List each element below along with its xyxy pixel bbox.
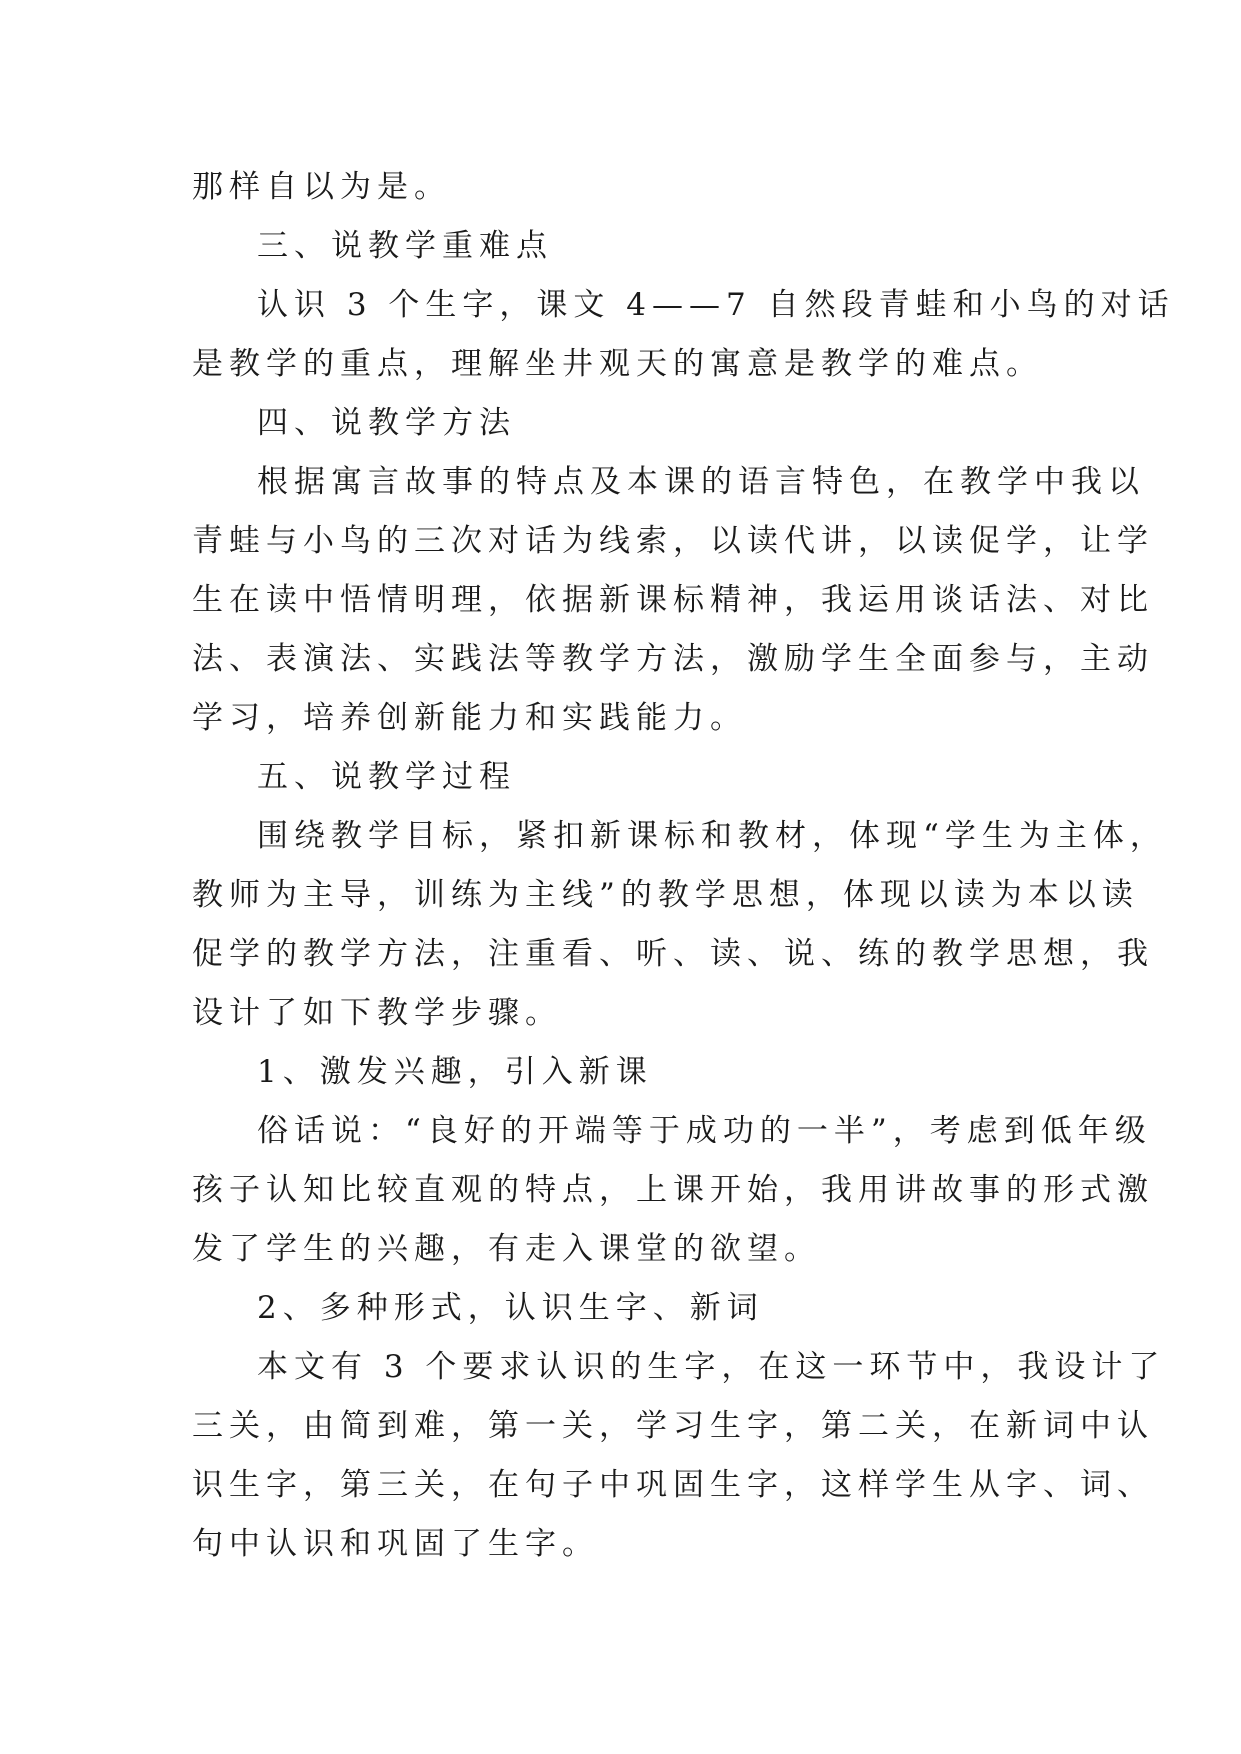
section-heading: 四、说教学方法 [257,405,516,441]
paragraph-line: 围绕教学目标，紧扣新课标和教材，体现“学生为主体， [257,818,1167,854]
paragraph-line: 那样自以为是。 [192,169,451,205]
paragraph-line: 是教学的重点，理解坐井观天的寓意是教学的难点。 [192,346,1043,382]
paragraph-line: 三关，由简到难，第一关，学习生字，第二关，在新词中认 [192,1408,1154,1444]
paragraph-line: 认识 3 个生字，课文 4——7 自然段青蛙和小鸟的对话 [257,287,1175,323]
section-heading: 五、说教学过程 [257,759,516,795]
document-body [192,158,1175,1574]
paragraph-line: 根据寓言故事的特点及本课的语言特色，在教学中我以 [257,464,1145,500]
section-heading: 三、说教学重难点 [257,228,553,264]
paragraph-line: 孩子认知比较直观的特点，上课开始，我用讲故事的形式激 [192,1172,1154,1208]
paragraph-line: 本文有 3 个要求认识的生字，在这一环节中，我设计了 [257,1349,1166,1385]
paragraph-line: 学习，培养创新能力和实践能力。 [192,700,747,736]
paragraph-line: 生在读中悟情明理，依据新课标精神，我运用谈话法、对比 [192,582,1154,618]
paragraph-line: 识生字，第三关，在句子中巩固生字，这样学生从字、词、 [192,1467,1154,1503]
paragraph-line: 俗话说：“良好的开端等于成功的一半”，考虑到低年级 [257,1113,1152,1149]
paragraph-line: 发了学生的兴趣，有走入课堂的欲望。 [192,1231,821,1267]
subsection-heading: 2、多种形式，认识生字、新词 [257,1290,764,1326]
subsection-heading: 1、激发兴趣，引入新课 [257,1054,653,1090]
paragraph-line: 句中认识和巩固了生字。 [192,1526,599,1562]
paragraph-line: 青蛙与小鸟的三次对话为线索，以读代讲，以读促学，让学 [192,523,1154,559]
paragraph-line: 设计了如下教学步骤。 [192,995,562,1031]
paragraph-line: 促学的教学方法，注重看、听、读、说、练的教学思想，我 [192,936,1154,972]
paragraph-line: 教师为主导，训练为主线”的教学思想，体现以读为本以读 [192,877,1139,913]
paragraph-line: 法、表演法、实践法等教学方法，激励学生全面参与，主动 [192,641,1154,677]
